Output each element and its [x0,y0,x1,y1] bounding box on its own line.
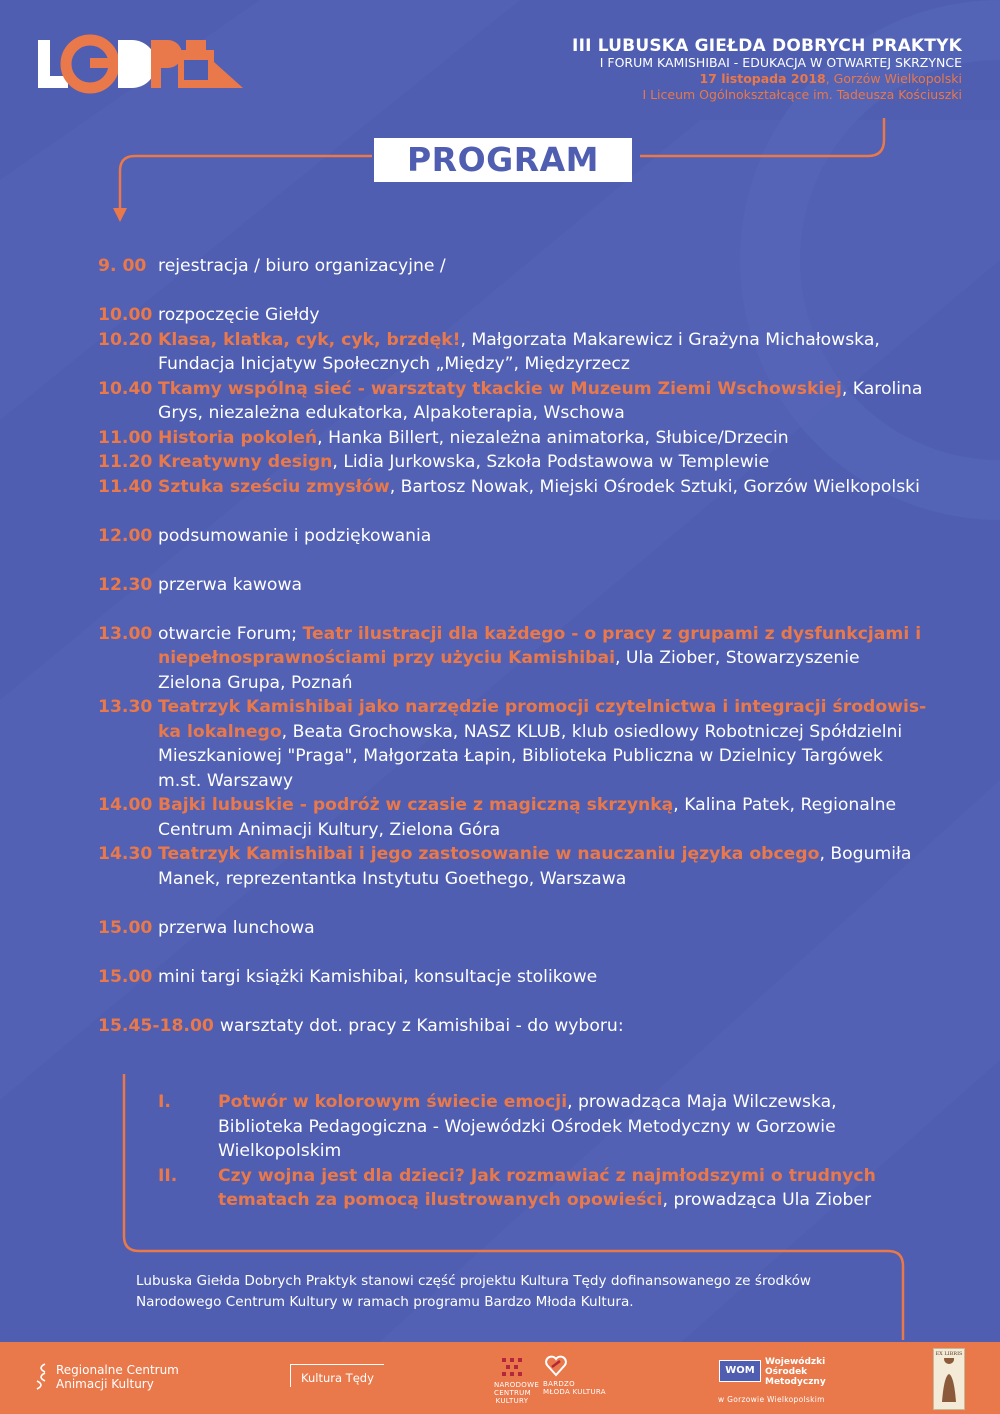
schedule-item [98,622,928,696]
session-details: rejestracja / biuro organizacyjne / [158,256,446,276]
event-date-place [402,71,962,87]
workshop-title: Czy wojna jest dla dzieci? Jak rozmawiać z najmłodszymi o trudnych tematach za pomocą ilustrowanych opowieści [218,1165,876,1210]
schedule-text [158,842,928,891]
event-subtitle: I FORUM KAMISHIBAI - EDUKACJA W OTWARTEJ SKRZYNCE [599,55,962,70]
workshop-number: I. [158,1092,171,1112]
workshop-item [158,1090,898,1164]
session-details: , Małgorzata Makarewicz i Grażyna Michałowska, Fundacja Inicjatyw Społecznych „Między”, Międzyrzecz [158,329,880,374]
session-title: Historia pokoleń [158,427,318,448]
kultura-tedy-logo [290,1364,384,1387]
schedule-time: 15.45-18.00 [98,1015,214,1036]
schedule-time: 14.00 [98,795,153,815]
schedule-text [158,965,928,990]
ex-libris-text: EX LIBRIS [935,1351,963,1357]
schedule-time: 12.30 [98,574,153,595]
schedule-time: 13.30 [98,697,153,717]
workshop-item [158,1164,898,1213]
schedule-text [158,793,928,842]
schedule-item [98,377,928,426]
schedule-item [98,254,928,279]
program-title: PROGRAM [406,140,600,179]
session-title: Teatr ilustracji dla każdego - o pracy z grupami z dysfunkcjami i niepełnosprawnościami przy użyciu Kamishibai [158,623,922,668]
schedule-time: 14.30 [98,844,153,864]
schedule-item [98,1014,928,1039]
workshop-text [218,1090,898,1164]
session-details: warsztaty dot. pracy z Kamishibai - do wyboru: [219,1015,624,1036]
schedule-spacer [98,989,928,1014]
schedule-item [98,695,928,793]
schedule-item [98,573,928,598]
session-title: Sztuka sześciu zmysłów [158,476,390,497]
session-details: , Beata Grochowska, NASZ KLUB, klub osiedlowy Robotniczej Spółdzielni Mieszkaniowej "Praga", Małgorzata Łapin, Biblioteka Publiczna w Dzielnicy Targówek m.st. Warszawy [158,721,903,791]
event-title: III LUBUSKA GIEŁDA DOBRYCH PRAKTYK [572,36,962,56]
schedule-text [158,916,928,941]
schedule-item [98,328,928,377]
workshop-title: Potwór w kolorowym świecie emocji [218,1092,568,1112]
schedule-time: 15.00 [98,917,153,938]
ex-libris-logo [933,1348,965,1410]
schedule [98,254,928,1038]
ex-libris-figure-icon [934,1358,964,1408]
wom-line3: Metodyczny [765,1377,826,1387]
schedule-item [98,450,928,475]
workshop-details: , prowadząca Ula Ziober [662,1190,872,1210]
kultura-tedy-text: Kultura Tędy [301,1371,374,1385]
schedule-item [98,916,928,941]
wom-line1: Wojewódzki [765,1357,826,1367]
schedule-item [98,965,928,990]
session-details: podsumowanie i podziękowania [158,525,432,546]
session-details: rozpoczęcie Giełdy [158,305,320,325]
schedule-time: 10.40 [98,378,153,399]
schedule-time: 10.00 [98,305,153,325]
sponsor-band [0,1342,1000,1414]
event-venue: I Liceum Ogólnokształcące im. Tadeusza Kościuszki [642,87,962,102]
rcak-logo-text [56,1363,179,1391]
schedule-spacer [98,597,928,622]
schedule-text [158,377,928,426]
session-title: Klasa, klatka, cyk, cyk, brzdęk! [158,329,461,350]
schedule-item [98,426,928,451]
schedule-item [98,475,928,500]
schedule-item [98,303,928,328]
schedule-spacer [98,499,928,524]
schedule-text [158,695,928,793]
schedule-prefix: otwarcie Forum; [158,623,303,644]
bmk-text [543,1380,606,1396]
workshop-text [218,1164,898,1213]
wom-logo-text [765,1357,826,1387]
session-title: Teatrzyk Kamishibai jako narzędzie promocji czytelnictwa i integracji środowis-ka lokalnego [158,697,927,742]
schedule-time: 11.00 [98,427,153,448]
session-details: , Bartosz Nowak, Miejski Ośrodek Sztuki, Gorzów Wielkopolski [389,476,920,497]
schedule-spacer [98,940,928,965]
schedule-text [158,622,928,696]
schedule-time: 11.20 [98,452,153,472]
bmk-line2: MŁODA KULTURA [543,1388,606,1396]
wom-badge: WOM [719,1360,761,1382]
schedule-spacer [98,891,928,916]
rcak-icon [33,1362,49,1390]
schedule-text [158,254,928,279]
schedule-spacer [98,279,928,304]
session-details: , Kalina Patek, Regionalne Centrum Animacji Kultury, Zielona Góra [158,795,897,840]
lgdp-logo [38,32,243,96]
footnote: Lubuska Giełda Dobrych Praktyk stanowi część projektu Kultura Tędy dofinansowanego ze środków Narodowego Centrum Kultury w ramach programu Bardzo Młoda Kultura. [136,1273,812,1310]
nck-text: NARODOWE CENTRUM KULTURY [494,1381,540,1405]
nck-icon [501,1356,523,1378]
schedule-item [98,842,928,891]
workshop-number: II. [158,1165,178,1186]
session-details: , Karolina Grys, niezależna edukatorka, Alpakoterapia, Wschowa [158,378,923,423]
bmk-line1: BARDZO [543,1380,575,1388]
schedule-text [220,1014,928,1039]
session-details: , Ula Ziober, Stowarzyszenie Zielona Grupa, Poznań [158,648,860,693]
session-details: przerwa lunchowa [158,917,315,938]
session-details: , Lidia Jurkowska, Szkoła Podstawowa w Templewie [332,452,770,472]
session-details: , Hanka Billert, niezależna animatorka, Słubice/Drzecin [317,427,789,448]
schedule-time: 9. 00 [98,256,147,276]
session-title: Kreatywny design [158,452,333,472]
schedule-spacer [98,548,928,573]
schedule-text [158,573,928,598]
schedule-text [158,475,928,500]
wom-line4: w Gorzowie Wielkopolskim [718,1395,825,1404]
bmk-heart-icon [545,1355,567,1377]
schedule-time: 13.00 [98,623,153,644]
schedule-time: 10.20 [98,329,153,350]
session-title: Tkamy wspólną sieć - warsztaty tkackie w Muzeum Ziemi Wschowskiej [158,378,842,399]
rcak-line2: Animacji Kultury [56,1377,154,1391]
event-date: 17 listopada 2018 [699,71,826,86]
session-title: Teatrzyk Kamishibai i jego zastosowanie w nauczaniu języka obcego [158,844,820,864]
schedule-time: 12.00 [98,525,153,546]
session-details: mini targi książki Kamishibai, konsultacje stolikowe [158,966,598,987]
schedule-time: 11.40 [98,476,153,497]
event-place: , Gorzów Wielkopolski [825,71,962,86]
workshop-details: , prowadząca Maja Wilczewska, Biblioteka Pedagogiczna - Wojewódzki Ośrodek Metodyczny w Gorzowie Wielkopolskim [218,1092,837,1161]
schedule-text [158,303,928,328]
schedule-time: 15.00 [98,966,153,987]
wom-line2: Ośrodek [765,1367,808,1377]
schedule-text [158,450,928,475]
rcak-line1: Regionalne Centrum [56,1363,179,1377]
workshop-list [158,1090,898,1213]
session-title: Bajki lubuskie - podróż w czasie z magiczną skrzynką [158,795,674,815]
session-details: , Bogumiła Manek, reprezentantka Instytutu Goethego, Warszawa [158,844,912,889]
schedule-text [158,328,928,377]
session-details: przerwa kawowa [158,574,303,595]
schedule-text [158,524,928,549]
schedule-item [98,793,928,842]
schedule-item [98,524,928,549]
event-header [402,37,962,103]
schedule-text [158,426,928,451]
program-title-box [374,138,632,182]
